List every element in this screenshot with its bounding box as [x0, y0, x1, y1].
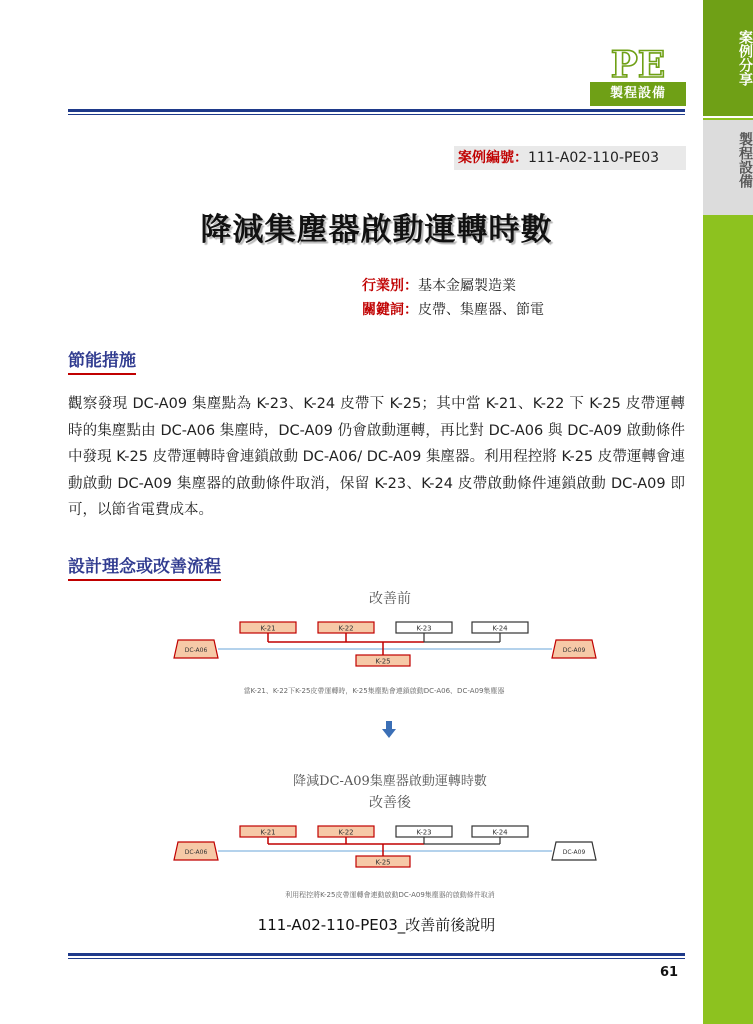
before-dc-a09-label: DC-A09 — [562, 647, 586, 654]
industry-line — [362, 276, 516, 296]
improvement-figure — [150, 585, 620, 910]
side-tab-process-equipment-label: 製程設備 — [737, 132, 753, 188]
pe-logo-text: PE — [610, 46, 666, 82]
after-k24-label: K-24 — [492, 828, 508, 837]
pe-logo — [590, 46, 686, 110]
before-k25-label: K-25 — [375, 657, 391, 666]
case-number-value: 111-A02-110-PE03 — [528, 150, 660, 166]
industry-label: 行業別： — [362, 278, 418, 294]
keywords-label: 關鍵詞： — [362, 302, 418, 318]
before-k24-label: K-24 — [492, 624, 508, 633]
case-number — [454, 146, 686, 170]
pe-badge: 製程設備 — [590, 82, 686, 106]
before-dc-a06-label: DC-A06 — [184, 647, 208, 654]
side-bar — [703, 0, 753, 1024]
footer-rule — [68, 953, 685, 956]
before-diagram — [174, 622, 596, 666]
after-dc-a06-label: DC-A06 — [184, 849, 208, 856]
after-k25-label: K-25 — [375, 858, 391, 867]
after-diagram — [174, 826, 596, 867]
before-note: 當K-21、K-22下K-25皮帶運轉時，K-25集塵點會連鎖啟動DC-A06、DC-A09集塵器 — [243, 687, 505, 695]
industry-value: 基本金屬製造業 — [418, 278, 516, 294]
after-heading: 降減DC-A09集塵器啟動運轉時數 — [293, 774, 487, 789]
down-arrow-icon — [382, 721, 396, 738]
side-tab-case-share[interactable] — [703, 0, 753, 118]
before-k21-label: K-21 — [260, 624, 276, 633]
after-k21-label: K-21 — [260, 828, 276, 837]
after-k23-label: K-23 — [416, 828, 432, 837]
header-rule — [68, 109, 685, 112]
pe-logo-letters — [595, 46, 681, 82]
side-tab-case-share-label: 案例分享 — [737, 30, 753, 86]
before-k22-label: K-22 — [338, 624, 354, 633]
after-k22-label: K-22 — [338, 828, 354, 837]
page-number: 61 — [660, 965, 679, 980]
side-tab-process-equipment[interactable] — [703, 120, 753, 215]
case-number-label: 案例編號： — [458, 150, 528, 166]
header-rule-thin — [68, 114, 685, 115]
after-note: 利用程控將K-25皮帶運轉會連動啟動DC-A09集塵器的啟動條件取消 — [285, 891, 495, 899]
after-dc-a09-label: DC-A09 — [562, 849, 586, 856]
page-title: 降減集塵器啟動運轉時數 — [200, 212, 553, 248]
footer-rule-thin — [68, 958, 685, 959]
section-heading-energy-measures: 節能措施 — [68, 346, 136, 375]
before-title: 改善前 — [369, 591, 411, 607]
keywords-line — [362, 300, 544, 320]
after-title: 改善後 — [369, 795, 411, 811]
keywords-value: 皮帶、集塵器、節電 — [418, 302, 544, 318]
section-heading-design-process: 設計理念或改善流程 — [68, 552, 221, 581]
before-k23-label: K-23 — [416, 624, 432, 633]
figure-caption: 111-A02-110-PE03_改善前後說明 — [257, 916, 496, 934]
energy-measures-body: 觀察發現 DC-A09 集塵點為 K-23、K-24 皮帶下 K-25；其中當 K-21、K-22 下 K-25 皮帶運轉時的集塵點由 DC-A06 集塵時，DC-A09 仍會啟動運轉，再比對 DC-A06 與 DC-A09 啟動條件中發現 K-25 皮帶運轉時會連鎖啟動 DC-A06/ DC-A09 集塵器。利用程控將 K-25 皮帶運轉會連動啟動 DC-A09 集塵器的啟動條件取消，保留 K-23、K-24 皮帶啟動條件連鎖啟動 DC-A09 即可，以節省電費成本。 — [68, 396, 685, 518]
